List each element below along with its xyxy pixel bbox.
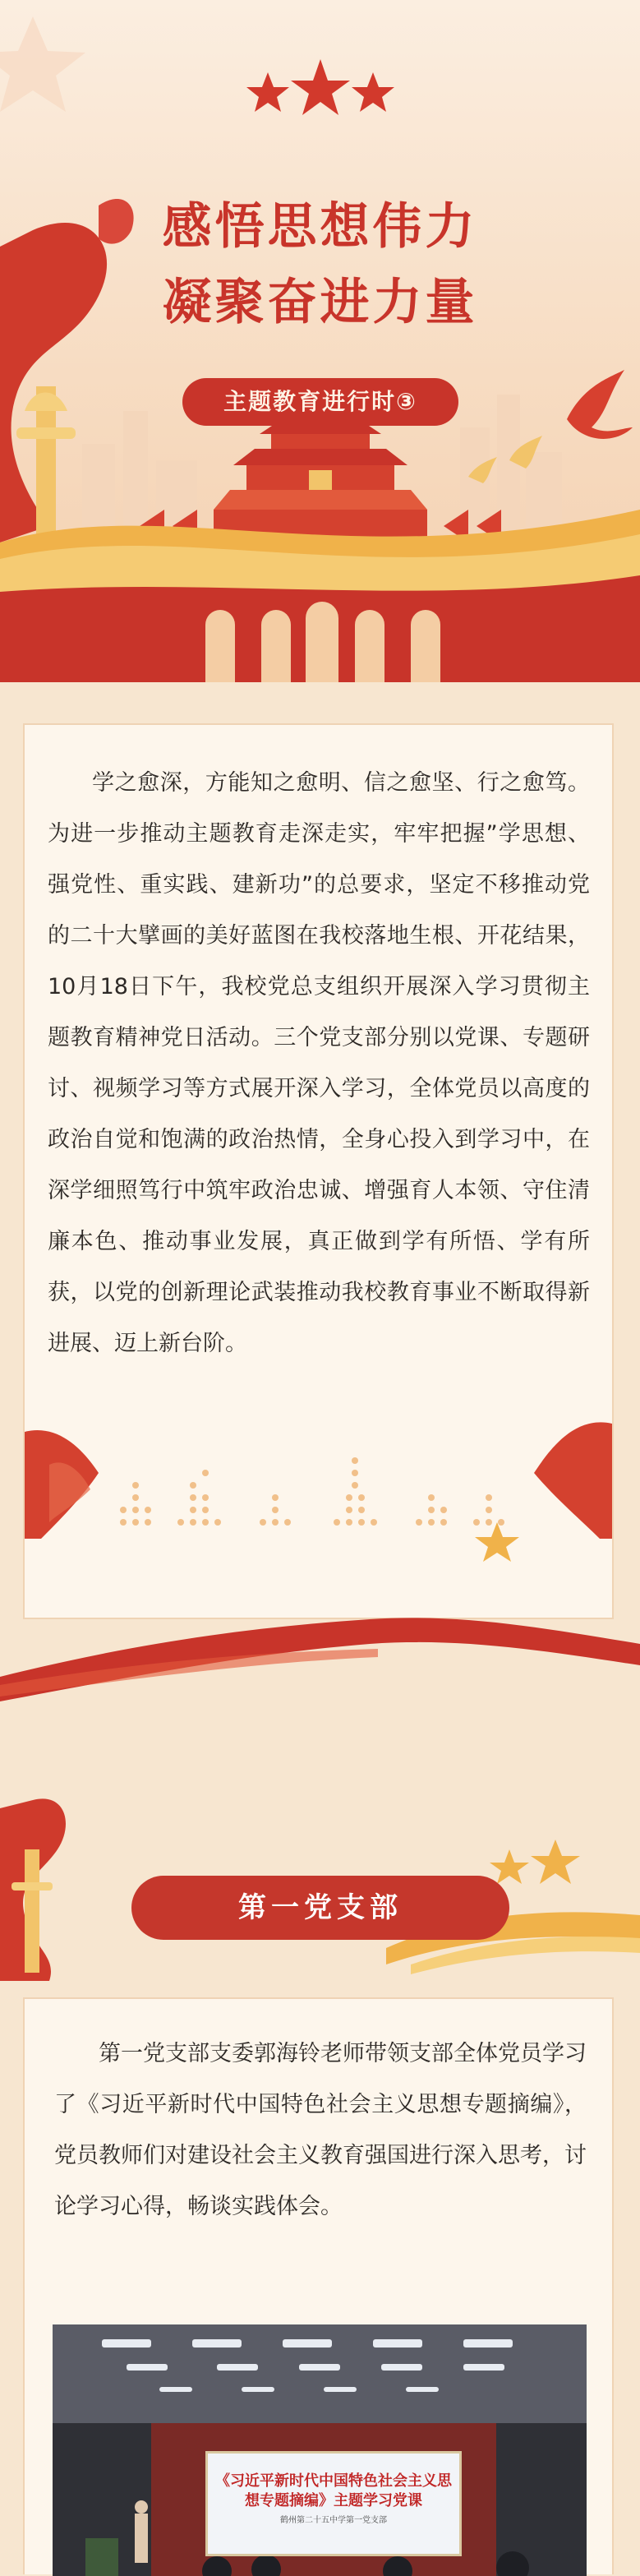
- hero-title-line2: 凝聚奋进力量: [162, 274, 478, 331]
- screen-subtitle: 鹤州第二十五中学第一党支部: [280, 2516, 387, 2525]
- ribbon-divider: [0, 1586, 640, 1701]
- section-card: [23, 1997, 614, 2574]
- faint-star-icon: [0, 16, 85, 112]
- star-icon: [291, 59, 350, 115]
- hero-title-line1: 感悟思想伟力: [162, 198, 478, 256]
- gold-star-icon: [490, 1849, 529, 1884]
- intro-card: [23, 723, 614, 1619]
- screen-title-line1: 《习近平新时代中国特色社会主义思: [215, 2472, 452, 2490]
- red-flag-icon: [534, 1422, 612, 1539]
- projection-screen: [205, 2451, 462, 2556]
- intro-decoration: [25, 1399, 612, 1563]
- gold-star-icon: [475, 1522, 519, 1562]
- intro-paragraph: 学之愈深，方能知之愈明、信之愈坚、行之愈笃。为进一步推动主题教育走深走实，牢牢把握”学思想、强党性、重实践、建新功”的总要求，坚定不移推动党的二十大擘画的美好蓝图在我校落地生根、开花结果，10月18日下午，我校党总支组织开展深入学习贯彻主题教育精神党日活动。三个党支部分别以党课、专题研讨、视频学习等方式展开深入学习，全体党员以高度的政治自觉和饱满的政治热情，全身心投入到学习中，在深学细照笃行中筑牢政治忠诚、增强育人本领、守住清廉本色、推动事业发展，真正做到学有所悟、学有所获，以党的创新理论武装推动我校教育事业不断取得新进展、迈上新台阶。: [48, 770, 590, 1356]
- section-title: 第一党支部: [131, 1876, 509, 1940]
- huabiao-column: [25, 1849, 39, 1973]
- star-icon: [352, 72, 394, 112]
- section-paragraph: 第一党支部支委郭海铃老师带领支部全体党员学习了《习近平新时代中国特色社会主义思想专题摘编》，党员教师们对建设社会主义教育强国进行深入思考，讨论学习心得，畅谈实践体会。: [54, 2041, 587, 2219]
- star-icon: [246, 72, 289, 112]
- screen-title-line2: 想专题摘编》主题学习党课: [245, 2492, 422, 2509]
- hero-tag: 主题教育进行时③: [182, 378, 458, 426]
- dove-icon: [567, 370, 633, 439]
- meeting-photo: [53, 2324, 587, 2576]
- tiananmen-icon: [214, 421, 427, 542]
- gold-star-icon: [531, 1840, 580, 1884]
- hero-decoration: [0, 0, 640, 682]
- hero-banner: [0, 0, 640, 682]
